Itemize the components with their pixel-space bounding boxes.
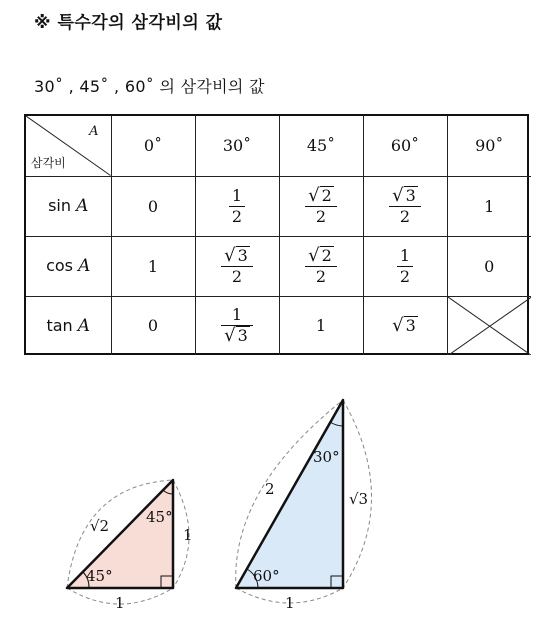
value-cell: √ 2 2	[279, 176, 363, 236]
value-cell: √ 3	[363, 296, 447, 355]
page-title: ※ 특수각의 삼각비의 값	[34, 13, 223, 33]
table-caption: 30˚ , 45˚ , 60˚ 의 삼각비의 값	[34, 77, 265, 96]
undefined-cell	[447, 296, 531, 355]
column-header: 30˚	[195, 116, 279, 176]
value-cell: $\frac{1}{2}$	[195, 176, 279, 236]
value-cell: 0	[111, 176, 195, 236]
cross-mark	[448, 297, 532, 356]
thirty-sixty-triangle	[236, 400, 372, 612]
right-top-angle-label: 30°	[313, 448, 340, 466]
corner-ratio-label: 삼각비	[31, 155, 66, 170]
right-hypotenuse-label: 2	[265, 480, 275, 498]
row-header-cos: cos A	[26, 236, 111, 296]
value-cell: 1 √ 3	[195, 296, 279, 355]
column-header: 45˚	[279, 116, 363, 176]
column-header: 0˚	[111, 116, 195, 176]
value-cell: √ 3 2	[363, 176, 447, 236]
left-top-angle-label: 45°	[146, 508, 173, 526]
value-cell: 1	[111, 236, 195, 296]
column-header: 90˚	[447, 116, 531, 176]
value-cell: √ 2 2	[279, 236, 363, 296]
left-base-label: 1	[115, 594, 125, 612]
left-hypotenuse-label: √2	[90, 517, 110, 535]
right-vertical-side-label: √3	[349, 490, 369, 508]
value-cell: $\frac{1}{2}$	[363, 236, 447, 296]
row-header-sin: sin A	[26, 176, 111, 236]
right-base-label: 1	[285, 594, 295, 612]
value-cell: 1	[447, 176, 531, 236]
corner-angle-label: A	[89, 124, 99, 139]
right-isosceles-triangle	[67, 480, 193, 612]
value-cell: 0	[447, 236, 531, 296]
column-header: 60˚	[363, 116, 447, 176]
value-cell: 0	[111, 296, 195, 355]
value-cell: √ 3 2	[195, 236, 279, 296]
value-cell: 1	[279, 296, 363, 355]
special-triangles-figure	[0, 380, 547, 623]
row-header-tan: tan A	[26, 296, 111, 355]
table-corner-cell	[26, 116, 111, 176]
left-vertical-side-label: 1	[183, 526, 193, 544]
right-bottom-angle-label: 60°	[253, 567, 280, 585]
trig-ratio-table	[24, 114, 529, 355]
left-bottom-angle-label: 45°	[86, 567, 113, 585]
